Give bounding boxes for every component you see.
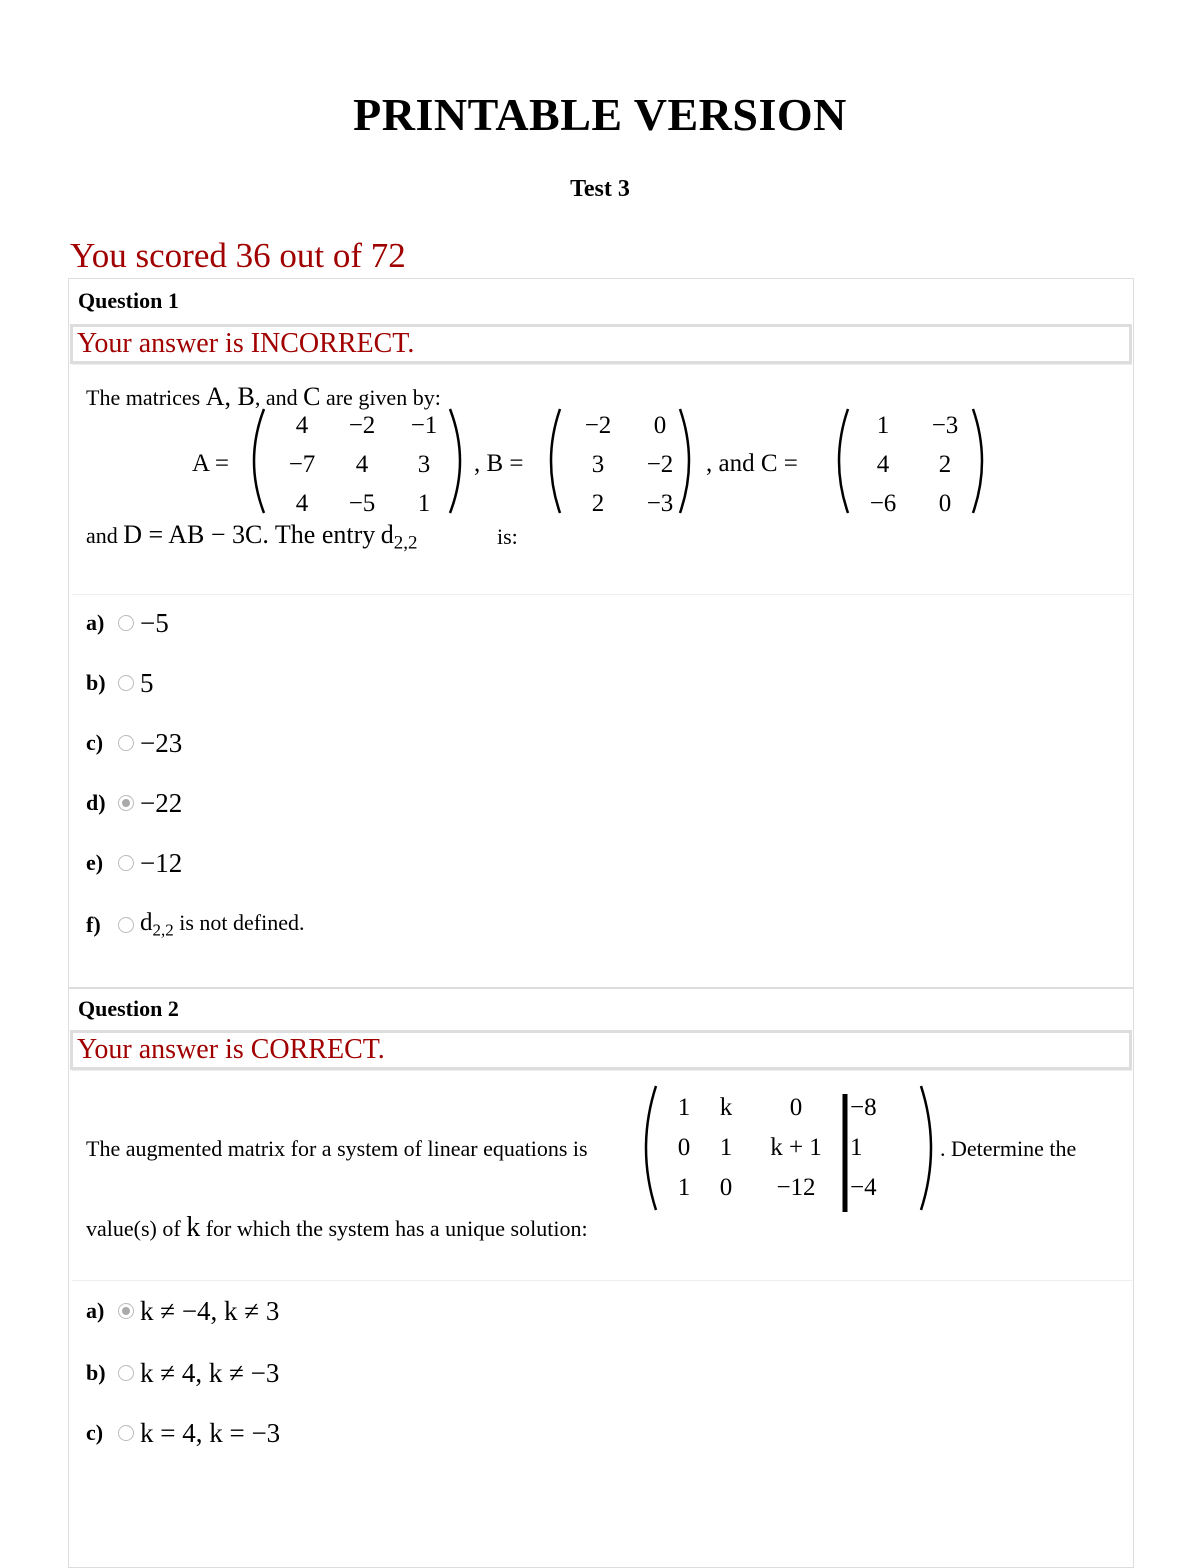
augmented-column-cell: −4 <box>850 1174 877 1201</box>
option-value: k = 4, k = −3 <box>140 1417 281 1448</box>
option-value: −22 <box>140 787 183 818</box>
test-name: Test 3 <box>570 176 630 202</box>
matrix-a-cell: −7 <box>288 451 316 478</box>
q1-intro: The matrices A, B, and C are given by: <box>86 382 441 411</box>
augmented-matrix-cell: k + 1 <box>770 1134 822 1161</box>
matrix-c-cell: 0 <box>938 490 952 517</box>
matrix-c-cell: 4 <box>876 451 890 478</box>
option-letter: a) <box>86 1298 105 1323</box>
augmented-column-cell: −8 <box>850 1094 877 1121</box>
question-2-status: Your answer is CORRECT. <box>70 1030 1132 1070</box>
option-value: −12 <box>140 847 183 878</box>
option-value: k ≠ 4, k ≠ −3 <box>140 1357 280 1388</box>
option-letter: b) <box>86 1360 106 1385</box>
matrix-b-cell: 3 <box>591 451 605 478</box>
augmented-matrix-cell: 0 <box>789 1094 803 1121</box>
option-value: k ≠ −4, k ≠ 3 <box>140 1295 280 1326</box>
radio-button[interactable] <box>118 1365 134 1381</box>
option-c[interactable] <box>86 726 182 760</box>
radio-button[interactable] <box>118 795 134 811</box>
q1-definition: and D = AB − 3C. The entry $d_{2,2}$ <box>86 520 418 554</box>
matrix-b-cell: −2 <box>584 412 612 439</box>
label-a: A = <box>192 450 230 477</box>
label-c: , and C = <box>706 450 798 477</box>
option-value: −5 <box>140 607 169 638</box>
radio-button[interactable] <box>118 1303 134 1319</box>
matrix-b-cell: −3 <box>646 490 674 517</box>
page-title: PRINTABLE VERSION <box>353 89 847 140</box>
question-2-box <box>68 988 1134 1568</box>
option-letter: c) <box>86 1420 104 1445</box>
radio-button[interactable] <box>118 615 134 631</box>
label-b: , B = <box>474 450 524 477</box>
matrix-b-cell: 0 <box>653 412 667 439</box>
matrix-a-cell: 3 <box>417 451 431 478</box>
option-value: 5 <box>140 667 154 698</box>
matrix-c-cell: 2 <box>938 451 952 478</box>
matrix-a-cell: −2 <box>348 412 376 439</box>
option-letter: c) <box>86 730 104 755</box>
matrix-a-cell: 1 <box>417 490 431 517</box>
option-a[interactable] <box>86 606 169 640</box>
option-e[interactable] <box>86 846 182 880</box>
matrix-a-cell: 4 <box>295 412 309 439</box>
augmented-matrix-cell: 1 <box>677 1174 691 1201</box>
q2-after: . Determine the <box>940 1136 1077 1161</box>
score-text: You scored 36 out of 72 <box>70 236 406 275</box>
radio-button[interactable] <box>118 1425 134 1441</box>
option-letter: b) <box>86 670 106 695</box>
matrix-a-cell: −1 <box>410 412 438 439</box>
augmented-matrix-cell: 1 <box>677 1094 691 1121</box>
q2-intro: The augmented matrix for a system of linear equations is <box>86 1136 588 1161</box>
augmented-matrix-cell: 1 <box>719 1134 733 1161</box>
question-1-status: Your answer is INCORRECT. <box>70 324 1132 364</box>
q2-line2: value(s) of k for which the system has a unique solution: <box>86 1212 588 1243</box>
question-2-heading: Question 2 <box>78 996 179 1021</box>
augmented-column-cell: 1 <box>850 1134 863 1161</box>
option-b[interactable] <box>86 1356 279 1390</box>
matrix-c-cell: 1 <box>876 412 890 439</box>
question-1-heading: Question 1 <box>78 288 179 313</box>
radio-button[interactable] <box>118 675 134 691</box>
option-letter: e) <box>86 850 104 875</box>
option-b[interactable] <box>86 666 154 700</box>
matrix-b-cell: −2 <box>646 451 674 478</box>
option-f[interactable]: f) $d_{2,2}$ is not defined. <box>86 909 305 940</box>
matrix-c-cell: −3 <box>931 412 959 439</box>
option-c[interactable] <box>86 1416 280 1450</box>
option-letter: d) <box>86 790 106 815</box>
q1-is: is: <box>497 524 518 549</box>
option-a[interactable] <box>86 1294 279 1328</box>
option-d[interactable] <box>86 786 182 820</box>
matrix-b-cell: 2 <box>591 490 605 517</box>
augmented-matrix-cell: k <box>719 1094 733 1121</box>
radio-button[interactable] <box>118 855 134 871</box>
radio-button[interactable] <box>118 735 134 751</box>
matrix-c-cell: −6 <box>869 490 897 517</box>
augmented-matrix-cell: −12 <box>776 1174 816 1201</box>
radio-button[interactable] <box>118 917 134 933</box>
matrix-a-cell: −5 <box>348 490 376 517</box>
augmented-matrix-cell: 0 <box>677 1134 691 1161</box>
option-letter: a) <box>86 610 105 635</box>
matrix-a-cell: 4 <box>295 490 309 517</box>
option-value: −23 <box>140 727 183 758</box>
augmented-matrix-cell: 0 <box>719 1174 733 1201</box>
matrix-a-cell: 4 <box>355 451 369 478</box>
